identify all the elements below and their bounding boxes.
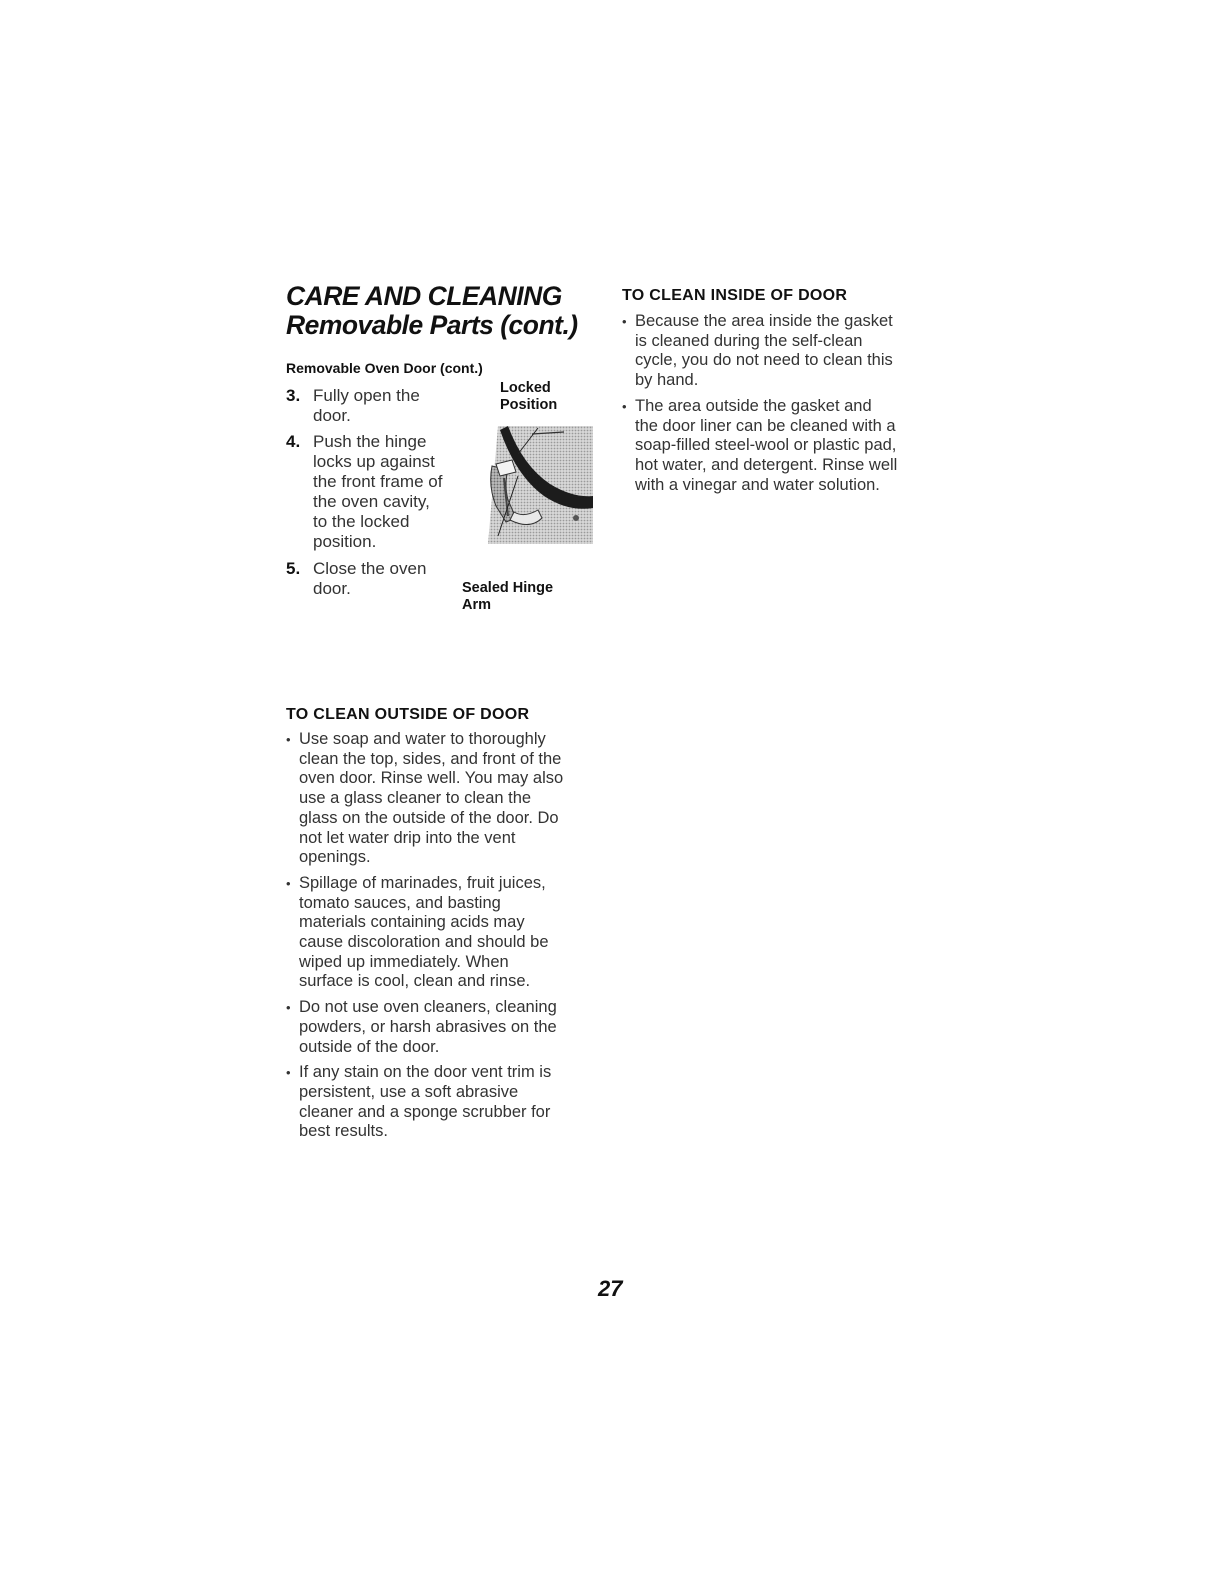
list-item <box>622 312 932 391</box>
bullet-line: cycle, you do not need to clean this <box>635 351 893 370</box>
bullet-line: cleaner and a sponge scrubber for <box>299 1102 551 1121</box>
caption-line: Arm <box>462 597 492 613</box>
step-line: door. <box>313 579 351 598</box>
steps-area <box>286 380 596 624</box>
step-text <box>313 432 442 552</box>
bullet-line: use a glass cleaner to clean the <box>299 789 532 808</box>
step-number: 4. <box>286 432 301 451</box>
caption-line: Position <box>500 397 558 413</box>
bullet-line: glass on the outside of the door. Do <box>299 808 559 827</box>
bullet-line: oven door. Rinse well. You may also <box>299 769 564 788</box>
step-text <box>313 386 420 426</box>
list-item <box>286 874 596 992</box>
bullet-line: If any stain on the door vent trim is <box>299 1063 552 1082</box>
bullet-line: soap-filled steel-wool or plastic pad, <box>635 436 897 455</box>
bullet-line: cause discoloration and should be <box>299 933 549 952</box>
bullet-line: outside of the door. <box>299 1037 440 1056</box>
list-item <box>622 397 932 496</box>
bullet-line: The area outside the gasket and <box>635 396 872 415</box>
bullet-icon: • <box>286 732 291 747</box>
inside-door-heading: TO CLEAN INSIDE OF DOOR <box>622 287 848 304</box>
bullet-line: wiped up immediately. When <box>299 952 509 971</box>
step-text <box>313 559 426 599</box>
bullet-line: persistent, use a soft abrasive <box>299 1082 519 1101</box>
bullet-line: surface is cool, clean and rinse. <box>299 972 531 991</box>
step-number: 5. <box>286 559 301 578</box>
bullet-line: best results. <box>299 1122 388 1141</box>
bullet-line: is cleaned during the self-clean <box>635 331 863 350</box>
bullet-line: Do not use oven cleaners, cleaning <box>299 998 557 1017</box>
list-item <box>286 998 596 1057</box>
left-column <box>286 282 596 1148</box>
bullet-line: hot water, and detergent. Rinse well <box>635 455 898 474</box>
bullet-icon: • <box>622 314 627 329</box>
step-line: position. <box>313 532 377 551</box>
right-column <box>622 287 932 501</box>
bullet-line: with a vinegar and water solution. <box>635 475 880 494</box>
list-item <box>286 1063 596 1142</box>
bullet-line: Use soap and water to thoroughly <box>299 730 546 748</box>
bullet-line: Spillage of marinades, fruit juices, <box>299 873 546 892</box>
step-line: Push the hinge <box>313 432 427 451</box>
inside-door-list <box>622 312 932 495</box>
step-line: locks up against <box>313 452 435 471</box>
section-subtitle: Removable Parts (cont.) <box>286 310 578 340</box>
step-line: door. <box>313 406 351 425</box>
bullet-line: materials containing acids may <box>299 913 525 932</box>
bullet-icon: • <box>286 1000 291 1016</box>
step-line: Fully open the <box>313 386 420 405</box>
bullet-line: clean the top, sides, and front of the <box>299 749 562 768</box>
caption-line: Sealed Hinge <box>462 580 554 596</box>
caption-locked-position <box>500 380 557 414</box>
step-line: the oven cavity, <box>313 492 430 511</box>
caption-line: Locked <box>500 380 551 396</box>
step-line: the front frame of <box>313 472 443 491</box>
outside-door-list <box>286 730 596 1142</box>
bullet-icon: • <box>286 875 291 891</box>
bullet-line: not let water drip into the vent <box>299 828 516 847</box>
page-number: 27 <box>598 1276 623 1301</box>
step-number: 3. <box>286 386 301 405</box>
bullet-line: openings. <box>299 848 371 867</box>
outside-door-heading: TO CLEAN OUTSIDE OF DOOR <box>286 706 530 723</box>
step-line: Close the oven <box>313 559 427 578</box>
bullet-icon: • <box>286 1065 291 1081</box>
bullet-line: Because the area inside the gasket <box>635 312 893 330</box>
bullet-line: by hand. <box>635 371 699 390</box>
hinge-illustration <box>478 426 593 544</box>
subheading: Removable Oven Door (cont.) <box>286 360 483 376</box>
bullet-line: the door liner can be cleaned with a <box>635 416 896 435</box>
bullet-line: tomato sauces, and basting <box>299 893 501 912</box>
section-title: CARE AND CLEANING <box>286 281 562 311</box>
outside-door-section <box>286 706 596 1142</box>
step-line: to the locked <box>313 512 410 531</box>
bullet-icon: • <box>622 398 627 414</box>
bullet-line: powders, or harsh abrasives on the <box>299 1017 557 1036</box>
caption-sealed-hinge-arm <box>462 580 553 614</box>
list-item <box>286 730 596 868</box>
